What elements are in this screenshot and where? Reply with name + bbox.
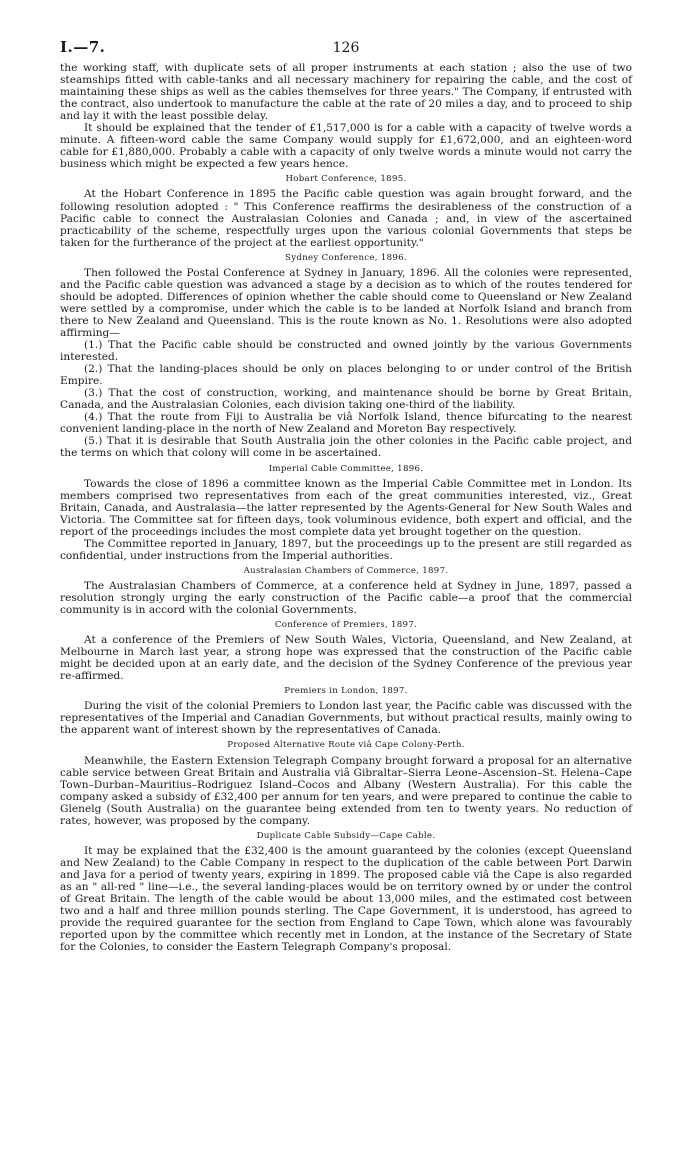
resolution-item: (1.) That the Pacific cable should be constructed and owned jointly by the various Governments interested. <box>60 339 632 364</box>
document-page <box>60 38 632 953</box>
section-heading-hobart: Hobart Conference, 1895. <box>285 174 407 185</box>
page-number: 126 <box>332 40 360 56</box>
paragraph: During the visit of the colonial Premiers to London last year, the Pacific cable was discussed with the representatives of the Imperial and Canadian Governments, but without practical results, mainly owing to the apparent want of interest shown by the representatives of Canada. <box>60 700 633 737</box>
resolution-item: (2.) That the landing-places should be only on places belonging to or under control of the British Empire. <box>60 363 632 388</box>
paragraph: The Australasian Chambers of Commerce, at a conference held at Sydney in June, 1897, passed a resolution strongly urging the early construction of the Pacific cable—a proof that the commercial community is in accord with the colonial Governments. <box>60 579 632 617</box>
paragraph: At a conference of the Premiers of New South Wales, Victoria, Queensland, and New Zealand, at Melbourne in March last year, a strong hope was expressed that the construction of the Pacific cable might be decided upon at an early date, and the decision of the Sydney Conference of the previous year re-affirmed. <box>60 634 632 683</box>
paragraph: The Committee reported in January, 1897, but the proceedings up to the present are still regarded as confidential, under instructions from the Imperial authorities. <box>60 537 632 562</box>
paragraph: Towards the close of 1896 a committee known as the Imperial Cable Committee met in London. Its members comprised two representatives from each of the great communities interested, viz., Great Britain, Canada, and Australasia—the latter represented by the Agents-General for New South Wales and Victoria. The Committee sat for fifteen days, took voluminous evidence, both expert and official, and the report of the proceedings includes the most complete data yet brought together on the question. <box>60 477 632 538</box>
paragraph: Meanwhile, the Eastern Extension Telegraph Company brought forward a proposal for an alternative cable service between Great Britain and Australia viâ Gibraltar–Sierra Leone–Ascension–St. Helena–Cape Town–Durban–Mauritius–Rodriguez Island–Cocos and Albany (Western Australia). For this cable the company asked a subsidy of £32,400 per annum for ten years, and were prepared to continue the cable to Glenelg (South Australia) on the guarantee being extended from ten to twenty years. No reduction of rates, however, was proposed by the company. <box>60 754 632 827</box>
section-heading-premiers-london: Premiers in London, 1897. <box>284 686 408 697</box>
paragraph: It may be explained that the £32,400 is the amount guaranteed by the colonies (except Queensland and New Zealand) to the Cable Company in respect to the duplication of the cable between Port Darwin and Java for a period of twenty years, expiring in 1899. The proposed cable viâ the Cape is also regarded as an " all-red " line—i.e., the several landing-places would be on territory owned by or under the control of Great Britain. The length of the cable would be about 13,000 miles, and the estimated cost between two and a half and three million pounds sterling. The Cape Government, it is understood, has agreed to provide the required guarantee for the section from England to Cape Town, which alone was favourably reported upon by the committee which recently met in London, at the instance of the Secretary of State for the Colonies, to consider the Eastern Telegraph Company's proposal. <box>60 844 632 954</box>
section-heading-sydney: Sydney Conference, 1896. <box>285 252 407 263</box>
document-body <box>60 62 632 953</box>
paragraph: Then followed the Postal Conference at Sydney in January, 1896. All the colonies were represented, and the Pacific cable question was advanced a stage by a decision as to which of the routes tendered for should be adopted. Differences of opinion whether the cable should come to Queensland or New Zealand were settled by a compromise, under which the cable is to be landed at Norfolk Island and branch from there to New Zealand and Queensland. This is the route known as No. 1. Resolutions were also adopted affirming— <box>60 266 632 339</box>
resolution-item: (4.) That the route from Fiji to Australia be viâ Norfolk Island, thence bifurcating to the nearest convenient landing-place in the north of New Zealand and Moreton Bay respectively. <box>60 411 632 436</box>
document-reference: I.—7. <box>60 38 106 56</box>
resolution-item: (5.) That it is desirable that South Australia join the other colonies in the Pacific cable project, and the terms on which that colony will come in be ascertained. <box>60 435 632 460</box>
paragraph: It should be explained that the tender of £1,517,000 is for a cable with a capacity of twelve words a minute. A fifteen-word cable the same Company would supply for £1,672,000, and an eighteen-word cable for £1,880,000. Probably a cable with a capacity of only twelve words a minute would not carry the business which might be expected a few years hence. <box>60 122 632 171</box>
paragraph: At the Hobart Conference in 1895 the Pacific cable question was again brought forward, and the following resolution adopted : " This Conference reaffirms the desirableness of the construction of a Pacific cable to connect the Australasian Colonies and Canada ; and, in view of the ascertained practicability of the scheme, respectfully urges upon the various colonial Governments that steps be taken for the furtherance of the project at the earliest opportunity." <box>60 188 632 249</box>
page-header <box>60 38 632 62</box>
section-heading-proposed-route: Proposed Alternative Route viâ Cape Colony-Perth. <box>227 740 465 751</box>
section-heading-imperial: Imperial Cable Committee, 1896. <box>268 463 424 474</box>
resolution-item: (3.) That the cost of construction, working, and maintenance should be borne by Great Britain, Canada, and the Australasian Colonies, each division taking one-third of the liability. <box>60 387 632 412</box>
section-heading-premiers-conference: Conference of Premiers, 1897. <box>274 620 418 631</box>
section-heading-chambers: Australasian Chambers of Commerce, 1897. <box>243 565 449 576</box>
section-heading-duplicate-cable: Duplicate Cable Subsidy—Cape Cable. <box>256 830 436 841</box>
paragraph: the working staff, with duplicate sets of all proper instruments at each station ; also the use of two steamships fitted with cable-tanks and all necessary machinery for repairing the cable, and the cost of maintaining these ships as well as the cables themselves for three years." The Company, if entrusted with the contract, also undertook to manufacture the cable at the rate of 20 miles a day, and to proceed to ship and lay it with the least possible delay. <box>60 62 632 123</box>
